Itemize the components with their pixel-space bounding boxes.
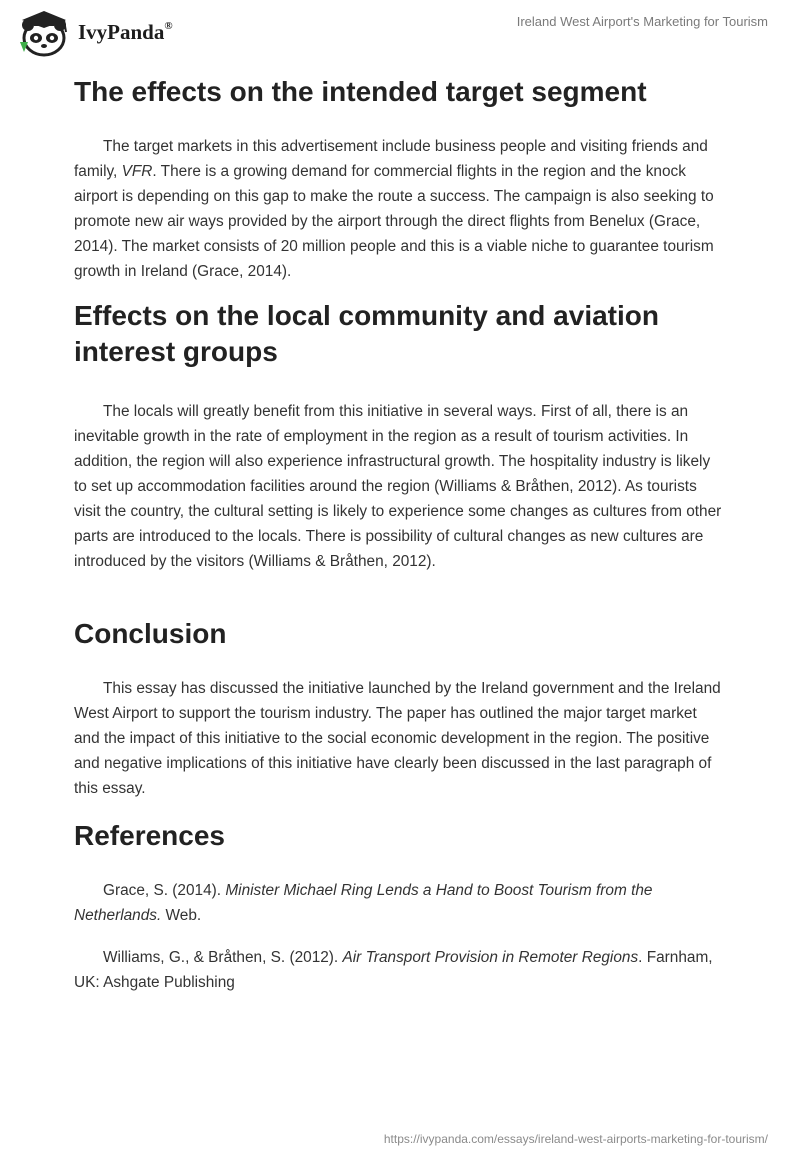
paragraph-conclusion: This essay has discussed the initiative launched by the Ireland government and the Ireland West Airport to support the tourism industry. The paper has outlined the major target market and the impact of this initiative to the social economic development in the region. The positive and negative implications of this initiative have clearly been discussed in the last paragraph of this essay. [74,680,721,797]
brand-name[interactable]: IvyPanda® [78,20,173,44]
document-title: Ireland West Airport's Marketing for Tourism [516,14,768,29]
heading-references: References [74,820,225,851]
panda-logo-icon[interactable] [14,8,74,58]
heading-conclusion: Conclusion [74,618,227,649]
heading-target-segment: The effects on the intended target segment [74,76,647,107]
paragraph-target-segment: The target markets in this advertisement include business people and visiting friends and family, VFR. There is a growing demand for commercial flights in the region and the knock airport is depending on this gap to make the route a success. The campaign is also seeking to promote new air ways provided by the airport through the direct flights from Benelux (Grace, 2014). The market consists of 20 million people and this is a viable niche to guarantee tourism growth in Ireland (Grace, 2014). [74,138,714,280]
page-header [0,0,800,64]
reference-item: Grace, S. (2014). Minister Michael Ring Lends a Hand to Boost Tourism from the Netherlands. Web. [74,882,653,924]
heading-local-community: Effects on the local community and aviation interest groups [74,300,659,367]
paragraph-local-community: The locals will greatly benefit from this initiative in several ways. First of all, there is an inevitable growth in the rate of employment in the region as a result of tourism activities. In addition, the region will also experience infrastructural growth. The hospitality industry is likely to set up accommodation facilities around the region (Williams & Bråthen, 2012). As tourists visit the country, the cultural setting is likely to experience some changes as cultures from other parts are introduced to the locals. There is possibility of cultural changes as new cultures are introduced by the visitors (Williams & Bråthen, 2012). [74,403,722,570]
reference-item: Williams, G., & Bråthen, S. (2012). Air Transport Provision in Remoter Regions. Farnham, UK: Ashgate Publishing [74,949,713,991]
source-url-link[interactable]: https://ivypanda.com/essays/ireland-west-airports-marketing-for-tourism/ [383,1132,768,1146]
